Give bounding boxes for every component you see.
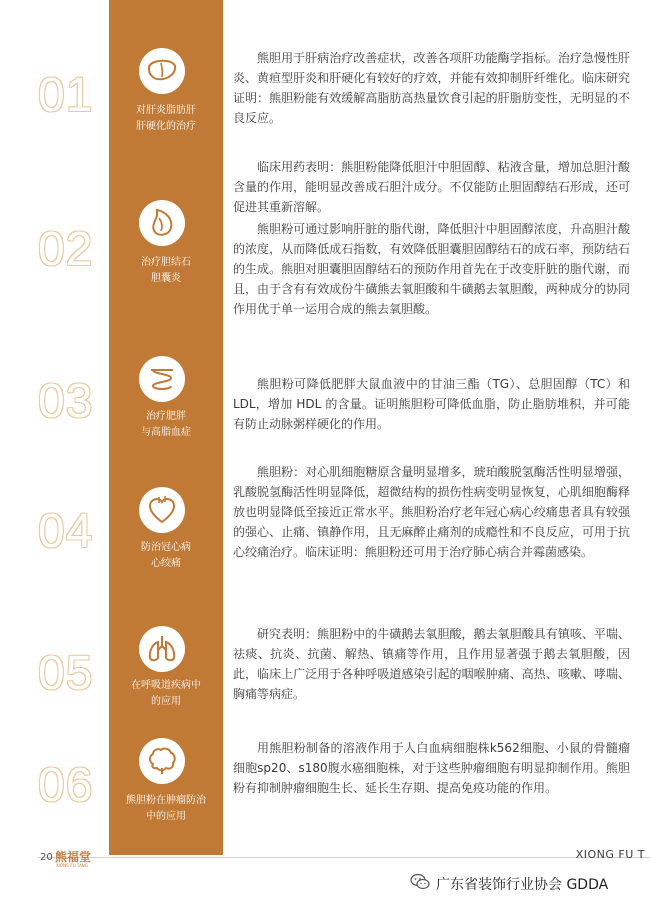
label-line: 治疗肥胖	[146, 411, 186, 422]
section-label	[112, 409, 220, 441]
brand-subtitle: XIONG FU TANG	[56, 863, 88, 868]
section-number: 02	[38, 223, 94, 276]
section-paragraph: 临床用药表明：熊胆粉能降低胆汁中胆固醇、粘液含量，增加总胆汁酸含量的作用，能明显改善成石胆汁成分。不仅能防止胆固醇结石形成，还可促进其重新溶解。	[233, 160, 630, 214]
section-number: 04	[38, 505, 94, 558]
label-line: 胆囊炎	[151, 273, 181, 284]
liver-icon	[145, 54, 179, 88]
label-line: 对肝炎脂肪肝	[136, 105, 196, 116]
label-line: 中的应用	[146, 811, 186, 822]
label-line: 在呼吸道疾病中	[131, 680, 201, 691]
label-line: 的应用	[151, 696, 181, 707]
intestine-icon-circle	[139, 356, 185, 402]
section-paragraph: 熊胆粉可降低肥胖大鼠血液中的甘油三酯（TG）、总胆固醇（TC）和 LDL，增加 HDL 的含量。证明熊胆粉可降低血脂，防止脂肪堆积，并可能有防止动脉粥样硬化的作用。	[233, 377, 630, 431]
section-label	[112, 103, 220, 135]
section-number: 01	[38, 69, 94, 122]
section-number: 05	[38, 647, 94, 700]
footer-right-text: XIONG FU T	[575, 848, 645, 861]
liver-icon-circle	[139, 48, 185, 94]
label-line: 肝硬化的治疗	[136, 121, 196, 132]
section-label	[112, 540, 220, 572]
section-paragraph: 熊胆粉可通过影响肝脏的脂代谢，降低胆汁中胆固醇浓度，升高胆汁酸的浓度，从而降低成石指数，有效降低胆囊胆固醇结石的成石率，预防结石的生成。熊胆对胆囊胆固醇结石的预防作用首先在于改变肝脏的脂代谢，而且，由于含有有效成份牛磺熊去氧胆酸和牛磺鹅去氧胆酸，两种成分的协同作用优于单一运用合成的熊去氧胆酸。	[233, 222, 630, 316]
lungs-icon-circle	[139, 626, 185, 672]
section-label	[112, 678, 220, 710]
heart-icon-circle	[139, 487, 185, 533]
label-line: 治疗胆结石	[141, 257, 191, 268]
section-paragraph: 熊胆粉：对心肌细胞糖原含量明显增多，琥珀酸脱氢酶活性明显增强，乳酸脱氢酶活性明显降低，超微结构的损伤性病变明显恢复，心肌细胞酶释放也明显降低至接近正常水平。熊胆粉治疗老年冠心病心绞痛患者具有较强的强心、止痛、镇静作用，且无麻醉止痛剂的成瘾性和不良反应，可用于抗心绞痛治疗。临床证明：熊胆粉还可用于治疗肺心病合并霉菌感染。	[233, 465, 630, 559]
brain-icon	[145, 744, 179, 778]
gallbladder-icon-circle	[139, 200, 185, 246]
wechat-icon	[410, 873, 430, 891]
footer-divider	[38, 857, 650, 858]
section-paragraph: 熊胆用于肝病治疗改善症状，改善各项肝功能酶学指标。治疗急慢性肝炎、黄疸型肝炎和肝硬化有较好的疗效，并能有效抑制肝纤维化。临床研究证明：熊胆粉能有效缓解高脂肪高热量饮食引起的肝脂肪变性，无明显的不良反应。	[233, 51, 630, 125]
section-label	[112, 255, 220, 287]
label-line: 防治冠心病	[141, 542, 191, 553]
section-label	[112, 793, 220, 825]
intestine-icon	[145, 362, 179, 396]
brain-icon-circle	[139, 738, 185, 784]
watermark-text: 广东省装饰行业协会 GDDA	[436, 877, 609, 893]
page-number: 20	[40, 852, 53, 863]
section-paragraph: 用熊胆粉制备的溶液作用于人白血病细胞株k562细胞、小鼠的骨髓瘤细胞sp20、s180腹水癌细胞株，对于这些肿瘤细胞有明显抑制作用。熊胆粉有抑制肿瘤细胞生长、延长生存期、提高免疫功能的作用。	[233, 741, 630, 795]
label-line: 与高脂血症	[141, 427, 191, 438]
gallbladder-icon	[145, 206, 179, 240]
lungs-icon	[145, 632, 179, 666]
section-paragraph: 研究表明：熊胆粉中的牛磺鹅去氧胆酸，鹅去氧胆酸具有镇咳、平喘、祛痰、抗炎、抗菌、解热、镇痛等作用，且作用显著强于鹅去氧胆酸，因此，临床上广泛用于各种呼吸道感染引起的咽喉肿痛、高热、咳嗽、哮喘、胸痛等病症。	[233, 627, 630, 701]
brand-logo: 熊福堂	[55, 850, 92, 864]
section-number: 03	[38, 375, 94, 428]
label-line: 熊胆粉在肿瘤防治	[126, 795, 206, 806]
section-number: 06	[38, 759, 94, 812]
heart-icon	[145, 493, 179, 527]
label-line: 心绞痛	[151, 558, 181, 569]
